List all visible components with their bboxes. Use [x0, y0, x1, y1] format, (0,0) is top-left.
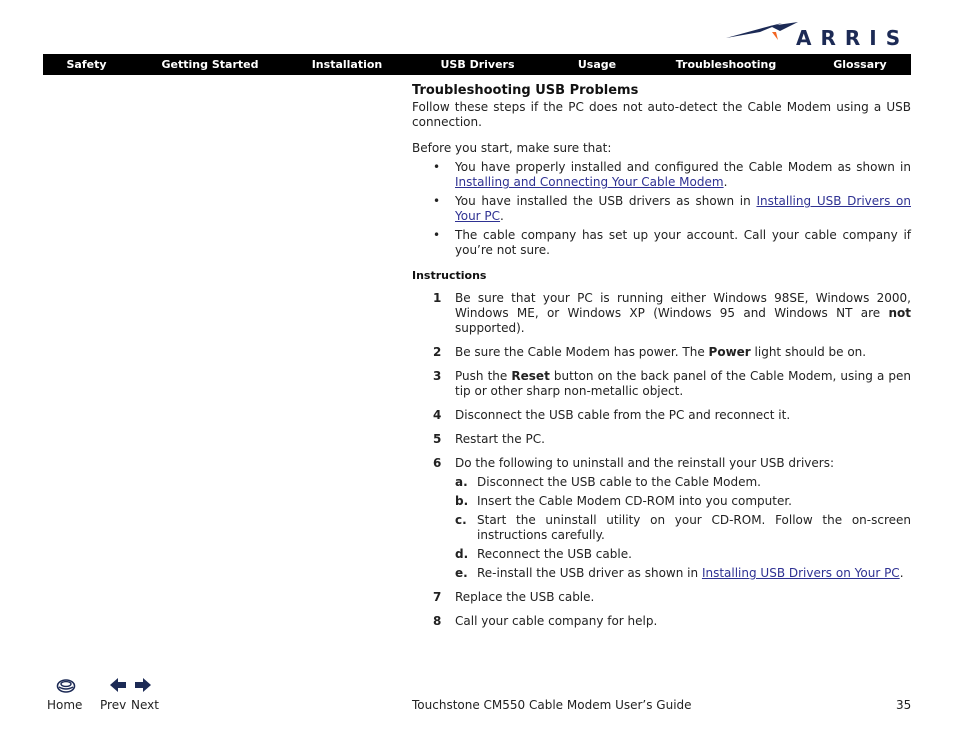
step-5: 5 Restart the PC.: [433, 432, 545, 446]
arris-logo: [724, 20, 912, 50]
nav-usage[interactable]: Usage: [577, 58, 617, 71]
step-2: 2 Be sure the Cable Modem has power. The Power light should be on.: [433, 345, 867, 359]
nav-installation[interactable]: Installation: [311, 58, 383, 71]
arris-logo-text: ARRIS: [796, 26, 910, 50]
page-number: 35: [896, 698, 912, 712]
before-you-start: Before you start, make sure that:: [412, 141, 612, 155]
nav-getting-started[interactable]: Getting Started: [161, 58, 259, 71]
next-arrow-icon[interactable]: [134, 677, 152, 693]
substep-a: a. Disconnect the USB cable to the Cable Modem.: [455, 475, 761, 489]
list-item: • You have properly installed and configured the Cable Modem as shown in Installing and Connecting Your Cable Modem.: [433, 160, 911, 189]
top-nav-bar: [43, 54, 911, 75]
arris-swoosh-icon: [724, 20, 804, 50]
next-button[interactable]: Next: [131, 698, 159, 712]
bullet-icon: •: [433, 228, 441, 242]
link-installing-connecting[interactable]: Installing and Connecting Your Cable Modem: [455, 175, 724, 189]
step-4: 4 Disconnect the USB cable from the PC and reconnect it.: [433, 408, 791, 422]
main-content: [412, 83, 911, 638]
step-6-substeps: [412, 475, 911, 581]
link-installing-usb-drivers-2[interactable]: Installing USB Drivers on Your PC: [701, 566, 900, 580]
page-title: Troubleshooting USB Problems: [412, 83, 639, 98]
prev-button[interactable]: Prev: [100, 698, 127, 712]
substep-e: e. Re-install the USB driver as shown in Installing USB Drivers on Your PC.: [455, 566, 904, 580]
nav-usb-drivers[interactable]: USB Drivers: [440, 58, 515, 71]
intro-paragraph: Follow these steps if the PC does not auto-detect the Cable Modem using a USB connection.: [412, 100, 911, 129]
step-8: 8 Call your cable company for help.: [433, 614, 658, 628]
step-3: 3 Push the Reset button on the back panel of the Cable Modem, using a pen tip or other sharp non-metallic object.: [433, 369, 912, 398]
home-icon[interactable]: [56, 678, 76, 694]
instructions-heading: Instructions: [412, 269, 487, 282]
step-6: 6 Do the following to uninstall and the reinstall your USB drivers:: [433, 456, 834, 470]
substep-d: d. Reconnect the USB cable.: [455, 547, 632, 561]
substep-c: c. Start the uninstall utility on your CD-ROM. Follow the on-screen instructions carefully.: [455, 513, 911, 542]
prev-arrow-icon[interactable]: [109, 677, 127, 693]
bullet-icon: •: [433, 194, 441, 208]
nav-safety[interactable]: Safety: [66, 58, 107, 71]
nav-glossary[interactable]: Glossary: [833, 58, 887, 71]
link-installing-usb-drivers[interactable]: Installing USB Drivers on Your PC: [455, 194, 911, 223]
list-item: • The cable company has set up your account. Call your cable company if you’re not sure.: [433, 228, 911, 257]
nav-troubleshooting[interactable]: Troubleshooting: [675, 58, 777, 71]
document-title: Touchstone CM550 Cable Modem User’s Guide: [412, 698, 692, 712]
list-item: • You have installed the USB drivers as shown in Installing USB Drivers on Your PC.: [433, 194, 911, 223]
bullet-icon: •: [433, 160, 441, 174]
instruction-steps: [412, 291, 911, 629]
home-button[interactable]: Home: [47, 698, 83, 712]
step-1: 1 Be sure that your PC is running either Windows 98SE, Windows 2000, Windows ME, or Windows XP (Windows 95 and Windows NT are not supported).: [433, 291, 911, 335]
substep-b: b. Insert the Cable Modem CD-ROM into you computer.: [455, 494, 792, 508]
prerequisite-list: [412, 160, 911, 258]
step-7: 7 Replace the USB cable.: [433, 590, 595, 604]
